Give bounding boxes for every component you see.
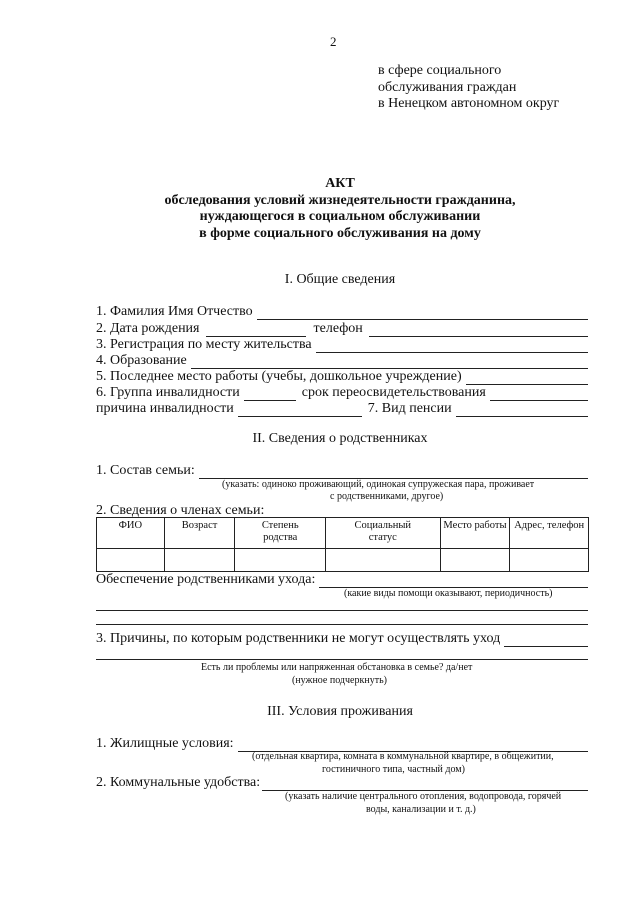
field-family[interactable]	[199, 466, 588, 479]
row-birth	[96, 321, 588, 337]
problems-question: Есть ли проблемы или напряженная обстановка в семье? да/нет	[201, 662, 473, 673]
care-hint: (какие виды помощи оказывают, периодичность)	[344, 588, 553, 599]
col-fio: ФИО	[97, 518, 165, 549]
label-registration: 3. Регистрация по месту жительства	[96, 337, 312, 352]
label-last-work: 5. Последнее место работы (учебы, дошкольное учреждение)	[96, 369, 462, 384]
field-disability-group[interactable]	[244, 388, 296, 401]
label-utilities: 2. Коммунальные удобства:	[96, 775, 261, 790]
header-line-1: в сфере социального	[378, 63, 502, 78]
label-reasons: 3. Причины, по которым родственники не могут осуществлять уход	[96, 631, 501, 646]
row-utilities	[96, 775, 588, 791]
field-disability-reason[interactable]	[238, 404, 362, 417]
page-number: 2	[330, 34, 337, 49]
header-line-2: обслуживания граждан	[378, 80, 517, 95]
family-members-table	[96, 517, 589, 572]
title-line-3: нуждающегося в социальном обслуживании	[199, 209, 481, 224]
col-address-phone: Адрес, телефон	[510, 518, 589, 549]
col-age: Возраст	[164, 518, 235, 549]
row-care	[96, 572, 588, 588]
blank-line-reasons[interactable]	[96, 659, 588, 660]
blank-line-care-2[interactable]	[96, 624, 588, 625]
field-pension[interactable]	[456, 404, 588, 417]
field-fio[interactable]	[257, 307, 588, 320]
label-fio: 1. Фамилия Имя Отчество	[96, 304, 253, 319]
table-row	[97, 549, 589, 572]
field-care[interactable]	[319, 575, 588, 588]
label-care: Обеспечение родственниками ухода:	[96, 572, 316, 587]
label-education: 4. Образование	[96, 353, 187, 368]
section-3-heading: III. Условия проживания	[267, 704, 413, 719]
section-1-heading: I. Общие сведения	[284, 272, 396, 287]
col-workplace: Место работы	[440, 518, 510, 549]
title-line-4: в форме социального обслуживания на дому	[199, 226, 481, 241]
cell-relation[interactable]	[235, 549, 326, 572]
cell-fio[interactable]	[97, 549, 165, 572]
field-utilities[interactable]	[262, 778, 588, 791]
field-registration[interactable]	[316, 340, 588, 353]
utilities-hint-2: воды, канализации и т. д.)	[366, 804, 476, 815]
family-hint-2: с родственниками, другое)	[330, 491, 444, 502]
label-housing: 1. Жилищные условия:	[96, 736, 234, 751]
row-housing	[96, 736, 588, 752]
row-reasons	[96, 631, 588, 647]
housing-hint-2: гостиничного типа, частный дом)	[322, 764, 465, 775]
label-phone: телефон	[313, 321, 363, 336]
row-last-work	[96, 369, 588, 385]
field-last-work[interactable]	[466, 372, 588, 385]
utilities-hint-1: (указать наличие центрального отопления, водопровода, горячей	[285, 791, 562, 802]
blank-line-care-1[interactable]	[96, 610, 588, 611]
section-2-heading: II. Сведения о родственниках	[252, 431, 428, 446]
label-birth: 2. Дата рождения	[96, 321, 200, 336]
cell-social-status[interactable]	[326, 549, 441, 572]
row-registration	[96, 337, 588, 353]
label-members: 2. Сведения о членах семьи:	[96, 503, 265, 518]
cell-address-phone[interactable]	[510, 549, 589, 572]
header-line-3: в Ненецком автономном округ	[378, 96, 560, 111]
cell-workplace[interactable]	[440, 549, 510, 572]
label-family: 1. Состав семьи:	[96, 463, 195, 478]
cell-age[interactable]	[164, 549, 235, 572]
row-disability	[96, 385, 588, 401]
label-pension: 7. Вид пенсии	[367, 401, 452, 416]
housing-hint-1: (отдельная квартира, комната в коммунальной квартире, в общежитии,	[252, 751, 554, 762]
col-social-status: Социальный статус	[326, 518, 441, 549]
field-birth-date[interactable]	[206, 324, 306, 337]
field-reasons[interactable]	[504, 634, 588, 647]
problems-hint: (нужное подчеркнуть)	[292, 675, 387, 686]
col-relation: Степень родства	[235, 518, 326, 549]
field-recert-term[interactable]	[490, 388, 588, 401]
title-line-2: обследования условий жизнедеятельности гражданина,	[164, 193, 516, 208]
label-disability-reason: причина инвалидности	[96, 401, 234, 416]
title-act: АКТ	[325, 176, 355, 191]
label-recert-term: срок переосвидетельствования	[301, 385, 486, 400]
label-disability-group: 6. Группа инвалидности	[96, 385, 240, 400]
field-education[interactable]	[191, 356, 588, 369]
row-family	[96, 463, 588, 479]
field-phone[interactable]	[369, 324, 588, 337]
row-education	[96, 353, 588, 369]
family-hint-1: (указать: одиноко проживающий, одинокая супружеская пара, проживает	[222, 479, 535, 490]
row-fio	[96, 304, 588, 320]
row-disability-reason	[96, 401, 588, 417]
